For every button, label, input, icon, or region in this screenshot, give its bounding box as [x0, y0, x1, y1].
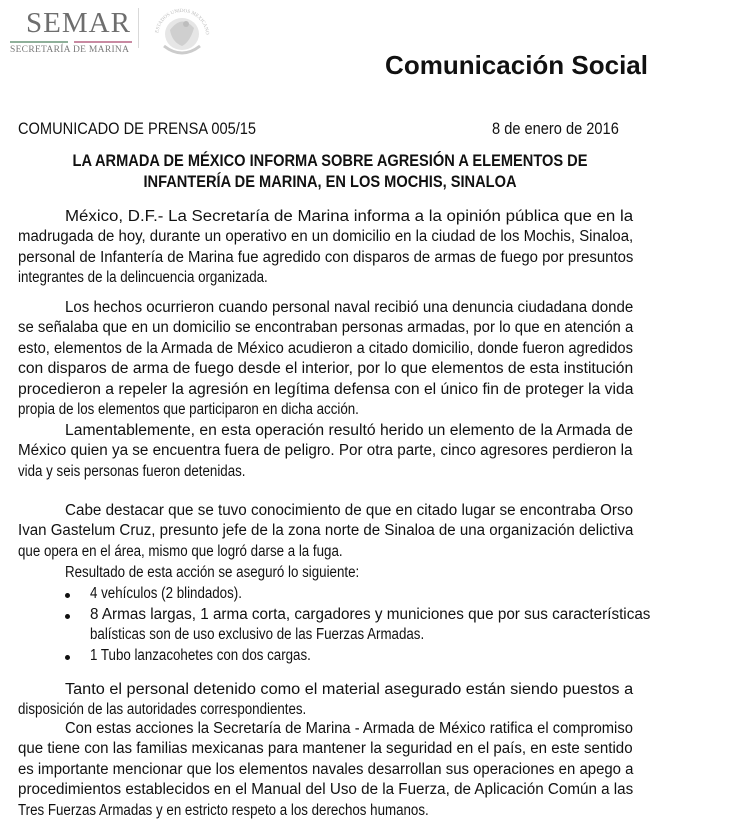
paragraph-line: 8 Armas largas, 1 arma corta, cargadores y municiones que por sus características [90, 606, 651, 623]
paragraph-line: Tanto el personal detenido como el material asegurado están siendo puestos a [65, 681, 634, 698]
paragraph-line: México quien ya se encuentra fuera de peligro. Por otra parte, cinco agresores perdieron la [18, 442, 633, 460]
paragraph-line: 4 vehículos (2 blindados). [90, 585, 242, 602]
paragraph-line: Tres Fuerzas Armadas y en estricto respeto a los derechos humanos. [18, 801, 429, 819]
semar-logo [8, 7, 140, 55]
paragraph-line: con disparos de arma de fuego desde el interior, por lo que elementos de esta institución [18, 360, 634, 378]
paragraph-line: que opera en el área, mismo que logró darse a la fuga. [18, 542, 343, 560]
paragraph-line: vida y seis personas fueron detenidas. [18, 462, 246, 480]
paragraph-line: se señalaba que en un domicilio se encontraban personas armadas, por lo que en atención a [18, 319, 634, 337]
paragraph-line: propia de los elementos que participaron en dicha acción. [18, 401, 359, 418]
paragraph-line: integrantes de la delincuencia organizada. [18, 269, 268, 287]
paragraph-line: Ivan Gastelum Cruz, presunto jefe de la zona norte de Sinaloa de una organización delictiva [18, 522, 634, 540]
logo-divider [138, 8, 139, 48]
logo-subtitle: SECRETARÍA DE MARINA [10, 45, 130, 55]
logo-red-bar [74, 41, 132, 43]
paragraph-line: procedieron a repeler la agresión en legítima defensa con el único fin de proteger la vida [18, 380, 634, 398]
department-title: Comunicación Social [385, 50, 648, 80]
headline [0, 150, 660, 192]
logo-wordmark: SEMAR [26, 7, 131, 39]
national-emblem-icon [150, 2, 214, 64]
paragraph-line: Cabe destacar que se tuvo conocimiento de que en citado lugar se encontraba Orso [65, 502, 634, 519]
paragraph-line: México, D.F.- La Secretaría de Marina informa a la opinión pública que en la [65, 208, 634, 225]
bullet-icon [65, 614, 70, 619]
paragraph-line: esto, elementos de la Armada de México acudieron a citado domicilio, donde fueron agredidos [18, 339, 633, 357]
paragraph-line: disposición de las autoridades correspondientes. [18, 701, 307, 719]
paragraph-line: Resultado de esta acción se aseguró lo siguiente: [65, 564, 360, 581]
paragraph-line: madrugada de hoy, durante un operativo en un domicilio en la ciudad de los Mochis, Sinaloa, [18, 228, 634, 246]
paragraph-line: 1 Tubo lanzacohetes con dos cargas. [90, 647, 311, 664]
paragraph-line: que tiene con las familias mexicanas para mantener la seguridad en el país, en este sentido [18, 740, 633, 758]
paragraph-line: balísticas son de uso exclusivo de las Fuerzas Armadas. [90, 626, 425, 643]
bullet-icon [65, 655, 70, 660]
press-release-number: COMUNICADO DE PRENSA 005/15 [18, 119, 257, 138]
press-release-date: 8 de enero de 2016 [492, 119, 619, 138]
logo-green-bar [10, 41, 68, 43]
headline-line: LA ARMADA DE MÉXICO INFORMA SOBRE AGRESIÓN A ELEMENTOS DE [72, 151, 588, 170]
emblem-text: ESTADOS UNIDOS MEXICANO [155, 8, 210, 36]
paragraph-line: Los hechos ocurrieron cuando personal naval recibió una denuncia ciudadana donde [65, 299, 634, 316]
paragraph-line: Con estas acciones la Secretaría de Marina - Armada de México ratifica el compromiso [65, 720, 633, 737]
headline-line: INFANTERÍA DE MARINA, EN LOS MOCHIS, SINALOA [143, 172, 517, 191]
paragraph-line: es importante mencionar que los elementos navales desarrollan sus operaciones en apego a [18, 760, 634, 778]
paragraph-line: procedimientos establecidos en el Manual del Uso de la Fuerza, de Aplicación Común a las [18, 781, 634, 799]
paragraph-line: personal de Infantería de Marina fue agredido con disparos de armas de fuego por presuntos [18, 248, 634, 266]
bullet-icon [65, 593, 70, 598]
paragraph-line: Lamentablemente, en esta operación resultó herido un elemento de la Armada de [65, 422, 633, 439]
